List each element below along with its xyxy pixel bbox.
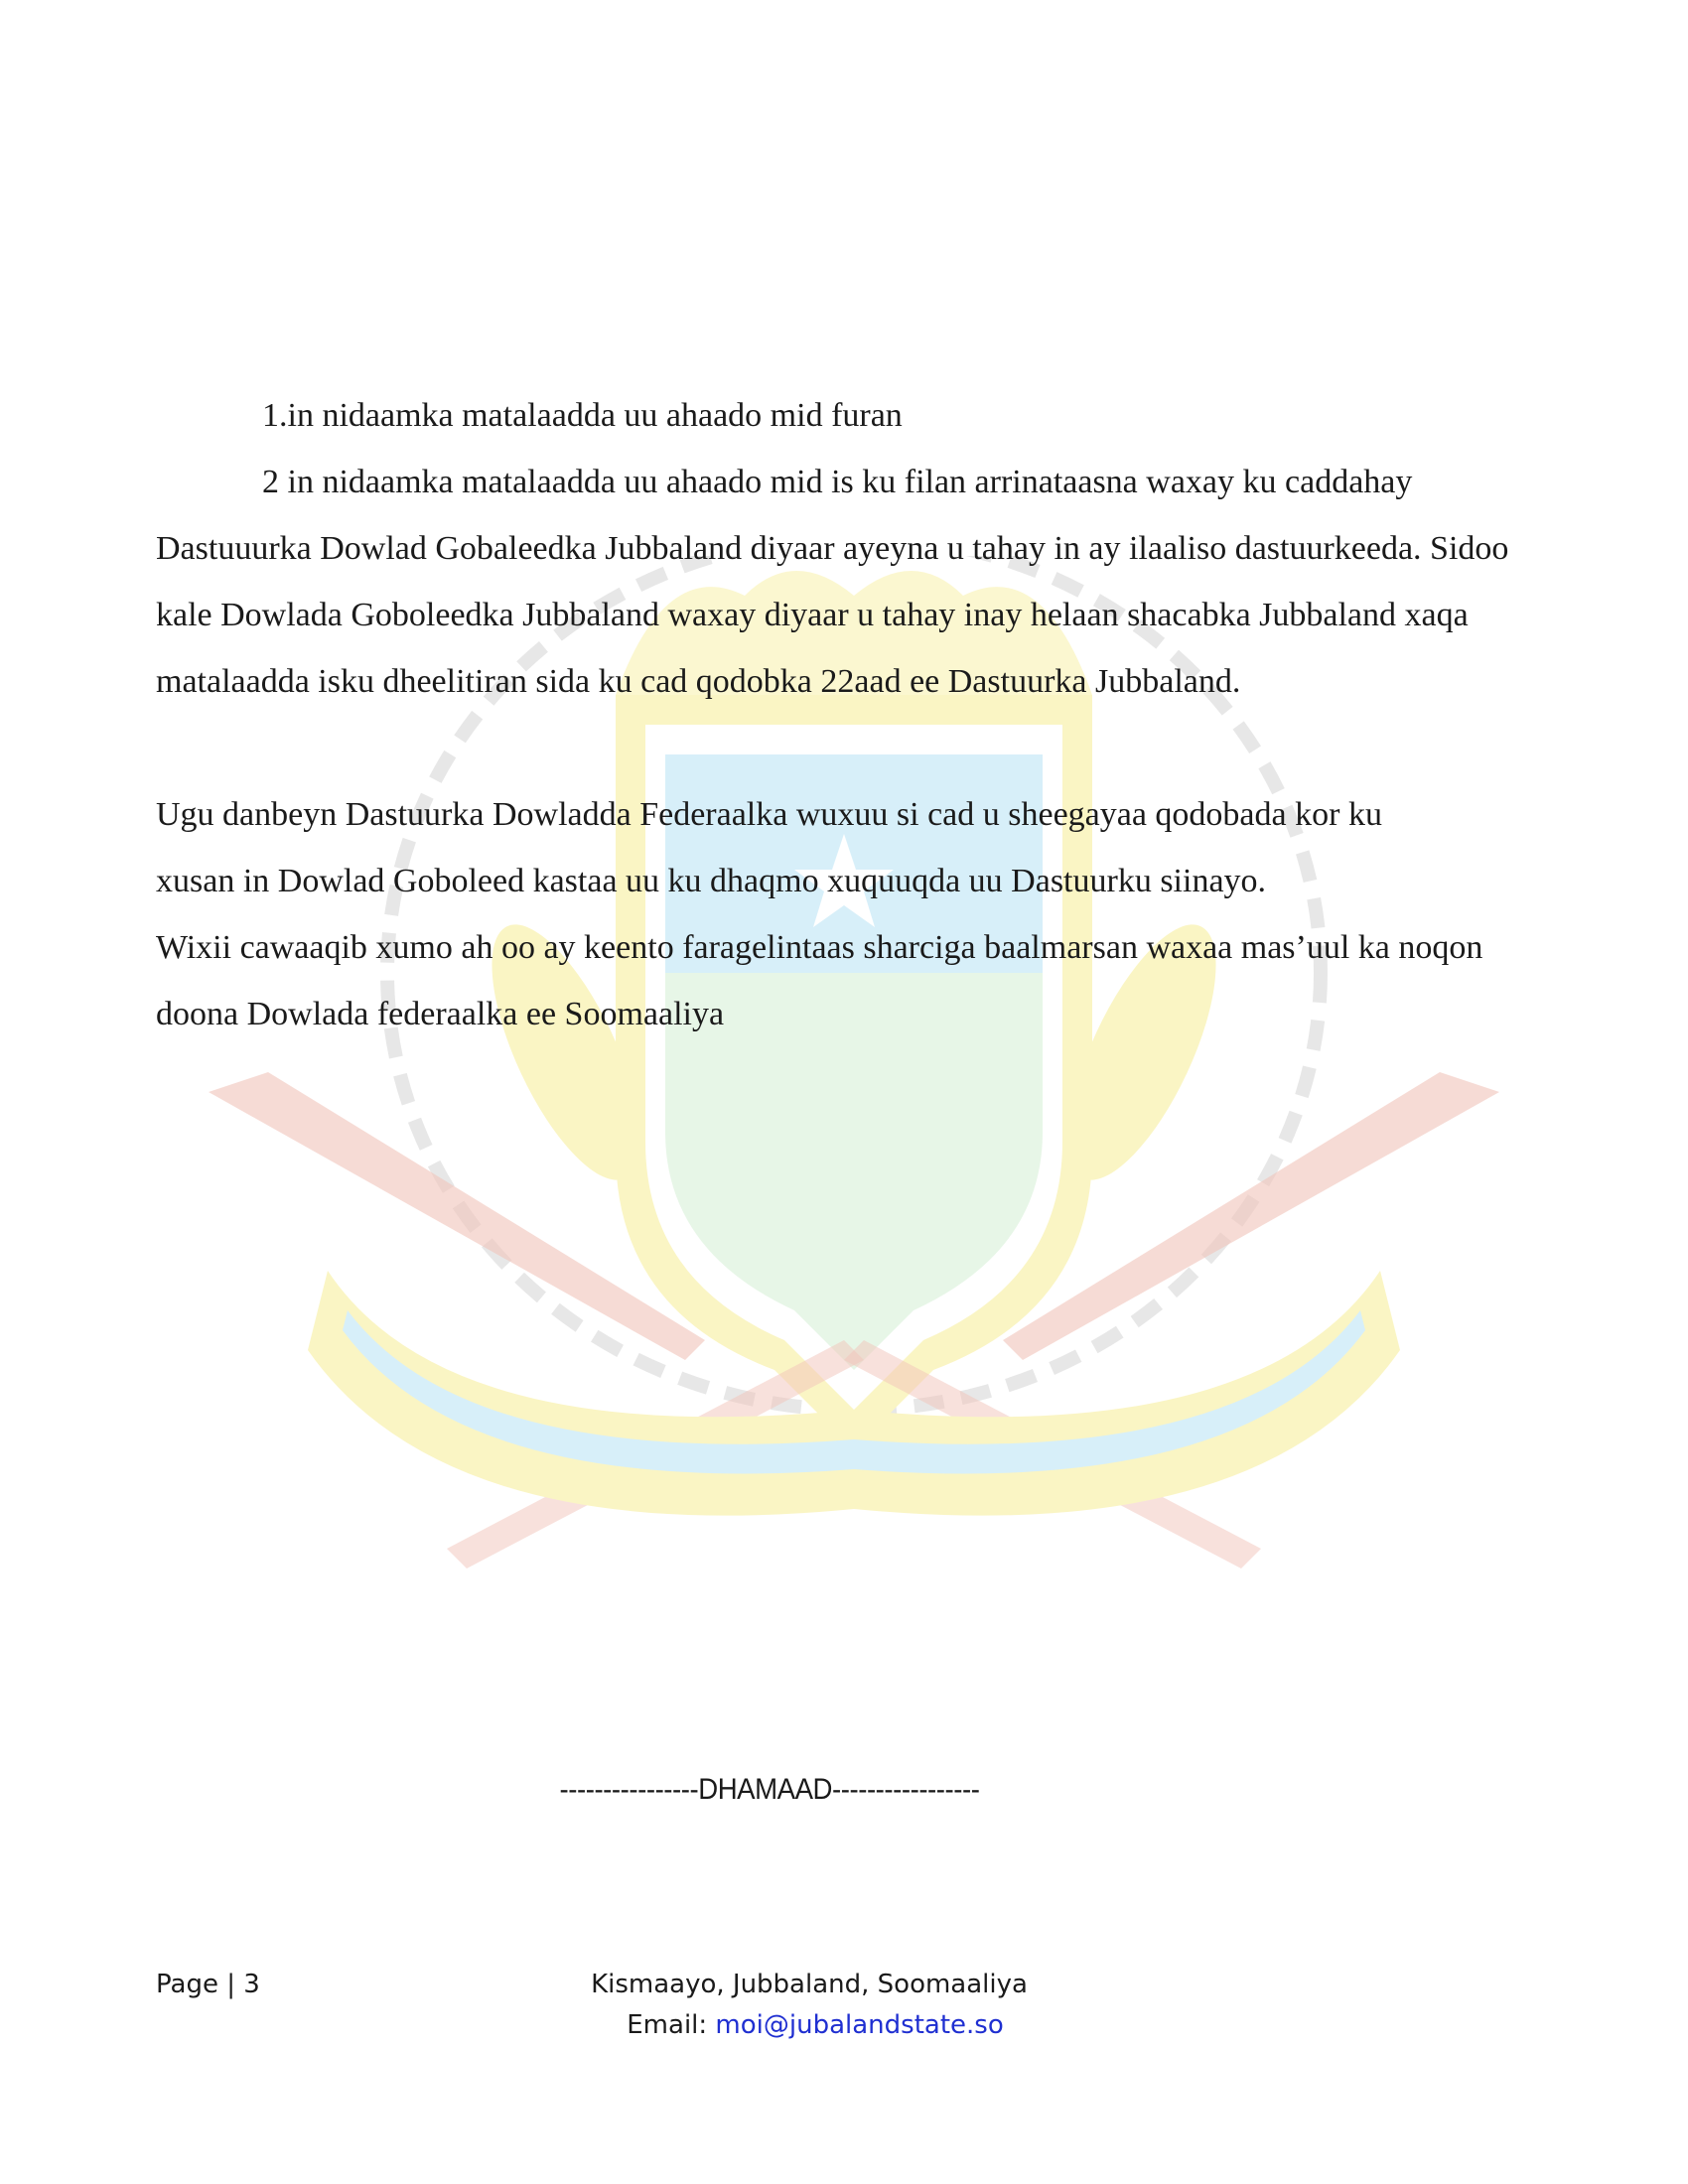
footer-email-line [0,2010,1630,2040]
page-number: Page | 3 [156,1970,260,1999]
paragraph-3-line-1: Ugu danbeyn Dastuurka Dowladda Federaalka wuxuu si cad u sheegayaa qodobada kor ku [156,796,1382,833]
paragraph-3-line-2: xusan in Dowlad Goboleed kastaa uu ku dhaqmo xuquuqda uu Dastuurku siinayo. [156,863,1267,899]
paragraph-1: 1.in nidaamka matalaadda uu ahaado mid furan [262,397,903,434]
end-marker: ----------------DHAMAAD----------------- [559,1773,980,1806]
document-body [156,382,1566,1047]
paragraph-2: 2 in nidaamka matalaadda uu ahaado mid is ku filan arrinataasna waxay ku caddahay Dastuuurka Dowlad Gobaleedka Jubbaland diyaar ayeyna u tahay in ay ilaaliso dastuurkeeda. Sidoo kale Dowlada Goboleedka Jubbaland waxay diyaar u tahay inay helaan shacabka Jubbaland xaqa matalaadda isku dheelitiran sida ku cad qodobka 22aad ee Dastuurka Jubbaland. [156,464,1509,700]
email-link[interactable]: moi@jubalandstate.so [715,2010,1004,2040]
paragraph-4: Wixii cawaaqib xumo ah oo ay keento faragelintaas sharciga baalmarsan waxaa mas’uul ka noqon doona Dowlada federaalka ee Soomaaliya [156,929,1483,1032]
footer-address: Kismaayo, Jubbaland, Soomaaliya [591,1970,1028,1999]
email-label: Email: [627,2010,708,2040]
paragraph-spacer [156,715,1566,781]
